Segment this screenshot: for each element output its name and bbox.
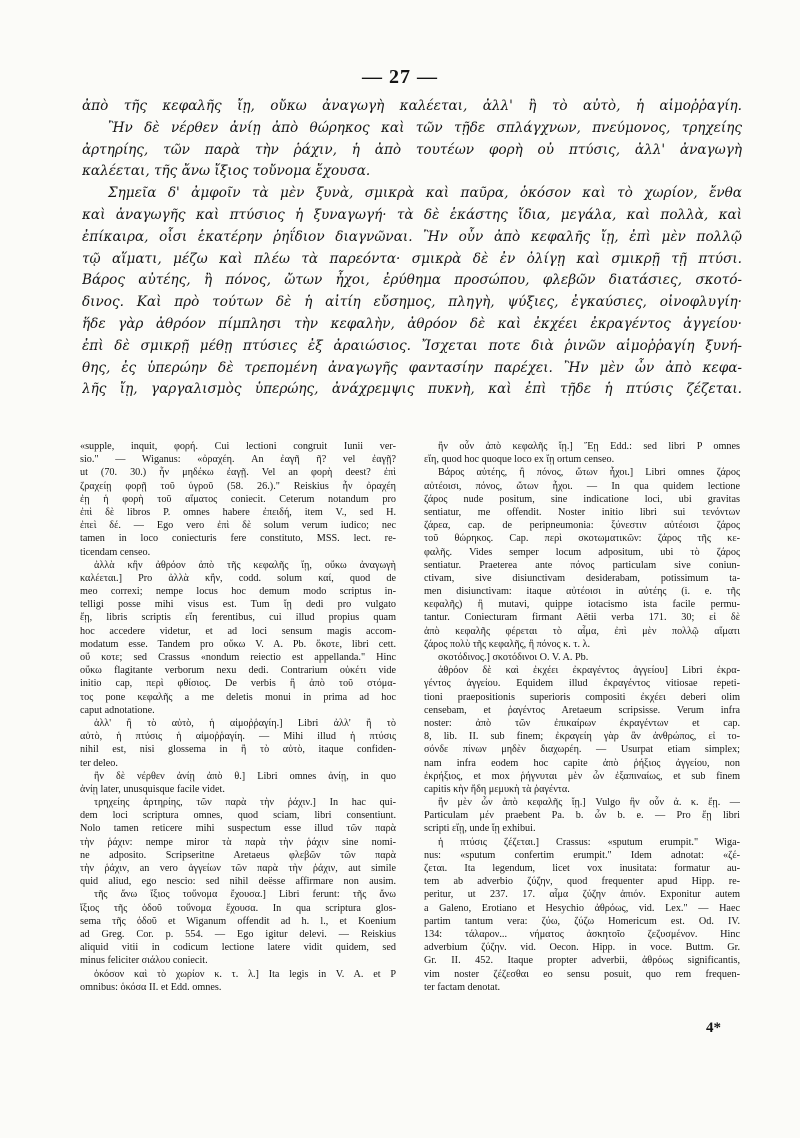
footnote-line: ἀνίῃ later, unusquisque facile videt. <box>80 783 225 795</box>
footnote-line: «supple, inquit, φορή. Cui lectioni congruit Iunii ver- <box>80 441 396 452</box>
footnote-line: ζάρος nude positum, sine indicatione loci, ubi gravitas <box>424 493 740 505</box>
footnote-line: ζάρος πολὺ τῆς κεφαλῆς, ἢ πόνος κ. τ. λ. <box>424 638 591 650</box>
main-text-line: ἀρτηρίης, τῶν παρὰ τὴν ῥάχιν, ἡ ἀπὸ τουτέων φορὴ οὐ πτύσις, ἀλλ' ἀναγωγὴ <box>82 141 742 158</box>
footnote-line: κεφαλῆς) ἢ mutavi, quippe iotacismo ista facile permu- <box>424 599 740 611</box>
footnotes-right-column <box>424 440 740 994</box>
footnote-line: σκοτόδινος.] σκοτόδινοι O. V. A. Pb. <box>438 652 589 663</box>
footnote-line: tioni praepositionis superioris compositi ἐκχέει deberi olim <box>424 691 740 703</box>
footnote-line: ζάρεα, cap. de peripneumonia: ξύνεστιν αὐτέοισι ζάρος <box>424 520 740 532</box>
footnote-line: ἐκρήξιος, et mox ῥήγνυται μὲν ὦν ἐξαπιναίως, et sub finem <box>424 770 740 782</box>
footnote-line: αὐτὸ, ἡ πτύσις ἡ αἱμοῤῥαγίη. — Mihi illud ἡ πτύσις <box>80 731 396 743</box>
main-text-line: λῆς ἴῃ, γαργαλισμὸς ὑπερώης, ἀνάχρεμψις πυκνὴ, καὶ ἐπὶ τῇδε ἡ πτύσις ζέζεται. <box>82 381 742 398</box>
footnote-line: ἀλλ' ἢ τὸ αὐτὸ, ἡ αἱμοῤῥαγίη.] Libri ἀλλ' ἢ τὸ <box>94 717 396 729</box>
footnote-line: tem ab adverbio ζύζην, quod frequenter apud Hipp. re- <box>424 876 740 888</box>
footnote-line: ἀθρόον δὲ καὶ ἐκχέει ἐκραγέντος ἀγγείου] Libri ἐκρα- <box>438 665 740 677</box>
footnote-line: 134: τάλαρον... νήματος ἀσκητοῖο ζεζυσμένον. Hinc <box>424 928 740 940</box>
footnote-line: adverbium ζύζην. vid. Oecon. Hipp. in voce. Buttm. Gr. <box>424 942 740 954</box>
footnote-line: ter factam denotat. <box>424 981 501 993</box>
footnote-line: omnibus: ὁκόσα II. et Edd. omnes. <box>80 981 222 993</box>
footnote-line: ἀλλὰ κἢν ἀθρόον ἀπὸ τῆς κεφαλῆς ἴῃ, οὔκω ἀναγωγὴ <box>94 559 396 571</box>
footnote-line: οὔκω flagitante verborum nexu dedi. Contrarium οὐκέτι vide <box>80 665 396 677</box>
footnote-line: ἀπὸ κεφαλῆς φέρεται τὸ αἷμα, ἐπὶ μὲν πολλῷ αἵματι <box>424 625 740 637</box>
main-text-line: Ἢν δὲ νέρθεν ἀνίῃ ἀπὸ θώρηκος καὶ τῶν τῇδε σπλάγχνων, πνεύμονος, τρηχείης <box>108 119 742 136</box>
footnotes-left-column <box>80 440 396 994</box>
footnote-line: a Galeno, Erotiano et Hesychio ἀθρόως, vid. Lex." — Haec <box>424 902 740 914</box>
footnote-line: τρηχείης ἀρτηρίης, τῶν παρὰ τὴν ῥάχιν.] In hac qui- <box>94 797 396 809</box>
main-text-line: θης, ἐς ὑπερώην δὲ τρεπομένη ἀναγωγῆς φαντασίην παρέχει. Ἢν μὲν ὦν ἀπὸ κεφα- <box>82 359 742 376</box>
footnote-line: ne adposito. Scripseritne Aretaeus φλεβῶν τῶν παρὰ <box>80 849 396 861</box>
main-text-line: ἐπὶ δὲ σμικρῇ μέθῃ πτύσιες ἐξ ἀραιώσιος. Ἴσχεται ποτε διὰ ῥινῶν αἱμοῤῥαγίη ξυνή- <box>82 337 742 354</box>
footnote-line: τος pone κεφαλῆς a me deletis monui in prima ad hoc <box>80 691 396 703</box>
footnote-line: tamen in loco coniecturis fere constituto, MSS. lect. re- <box>80 533 396 545</box>
footnote-line: εἴη, quod hoc quoque loco ex ἴῃ ortum censeo. <box>424 454 615 466</box>
footnote-line: οὔ κοτε; sed Crassus «nondum reiectio est appellanda." Hinc <box>80 652 396 663</box>
footnote-line: ἔῃ, libris scriptis εἴη ferentibus, cui illud propius quam <box>80 612 396 624</box>
footnote-line: ἢν δὲ νέρθεν ἀνίῃ ἀπὸ θ.] Libri omnes ἀνίῃ, in quo <box>94 770 396 782</box>
footnote-line: ἴξιος τῆς ὁδοῦ τοὔνομα ἔχουσα. In qua scriptura glos- <box>80 902 396 914</box>
footnote-line: ἢν μὲν ὦν ἀπὸ κεφαλῆς ἴῃ.] Vulgo ἢν οὖν ἀ. κ. ἔῃ. — <box>438 797 740 809</box>
main-text-line: ἐπίκαιρα, οἷσι ἑκατέρην ῥηΐδιον διαγνῶναι. Ἢν οὖν ἀπὸ κεφαλῆς ἴῃ, ἐπὶ μὲν πολλῷ <box>82 228 742 245</box>
main-greek-text <box>82 96 742 401</box>
footnote-line: ad Greg. Cor. p. 554. — Ego igitur delevi. — Reiskius <box>80 928 396 940</box>
page-number: — 27 — <box>362 66 438 88</box>
footnote-line: ζραχείῃ φορῇ τοῦ ὑγροῦ (58. 26.)." Reiskius ἦν ὀραχέη <box>80 480 396 492</box>
footnote-line: quid aliud, ego nescio: sed nihil deësse affirmare non ausim. <box>80 876 396 888</box>
footnote-line: ctivam, sive disiunctivam desiderabam, potissimum ta- <box>424 572 740 584</box>
footnote-line: ἐπὶ δὲ libros P. omnes habere ἐπειδή, item V., sed H. <box>80 506 396 518</box>
footnote-line: nus: «sputum confertim erumpit." Idem adnotat: «ζέ- <box>424 849 740 861</box>
footnote-line: 8, lib. II. sub finem; ἐκραγείη γὰρ ἂν ἀνθρώπος, εἰ το- <box>424 731 740 743</box>
printer-signature: 4* <box>706 1020 721 1036</box>
footnote-line: partim tantum vera: ζύω, ζύζω Homericum est. Od. IV. <box>424 915 740 927</box>
footnote-line: Particulam μέν praebent Pa. b. ὦν b. e. — Pro ἔῃ libri <box>424 810 740 822</box>
footnote-line: Gr. II. 452. Itaque propter adverbii, ἀθρόως significantis, <box>424 955 740 967</box>
footnote-line: ticendam censeo. <box>80 546 151 558</box>
footnote-line: capitis κὴν ἤδη μεμυκὴ τὰ ῥαγέντα. <box>424 783 570 795</box>
footnote-line: sema τῆς ὁδοῦ et Wiganum offendit ad h. l., et Koenium <box>80 915 396 927</box>
footnote-line: aliquid vitii in codicum lectione latere vidit quidem, sed <box>80 942 396 954</box>
main-text-line: καλέεται, τῆς ἄνω ἴξιος τοὔνομα ἔχουσα. <box>82 163 371 180</box>
footnote-line: telligi posse mihi visus est. Tum ἴῃ dedi pro vulgato <box>80 599 396 611</box>
footnote-line: τῆς ἄνω ἴξιος τοὔνομα ἔχουσα.] Libri ferunt: τῆς ἄνω <box>94 889 396 901</box>
main-text-line: δινος. Καὶ πρὸ τούτων δὲ ἡ αἰτίη εὔσημος, πληγὴ, ψύξιες, ἐγκαύσιες, οἰνοφλυγίη· <box>82 294 742 311</box>
footnote-line: ὁκόσον καὶ τὸ χωρίον κ. τ. λ.] Ita legis in V. A. et P <box>94 968 396 980</box>
footnote-line: ut (70. 30.) ἦν μηδέκω ἐαγῇ. Vel an φορὴ deest? ἐπὶ <box>80 467 396 479</box>
footnote-line: τὴν ῥάχιν, an vero ἀγγείων τῶν παρὰ τὴν ῥάχιν, aut simile <box>80 863 396 874</box>
footnote-line: nihil est, nisi glossema in ἢ τὸ αὐτὸ, itaque confiden- <box>80 744 396 756</box>
footnote-line: ἡ πτύσις ζέζεται.] Crassus: «sputum erumpit." Wiga- <box>438 836 740 848</box>
footnote-line: vim noster ζέζεσθαι eo sensu posuit, quo rem frequen- <box>424 968 740 980</box>
footnote-line: τοῦ θώρηκος. Cap. περὶ σκοτωματικῶν: ζάρος τῆς κε- <box>424 533 740 545</box>
footnote-line: Βάρος αὐτέης, ἢ πόνος, ὤτων ἦχοι.] Libri omnes ζάρος <box>438 467 740 479</box>
footnote-line: ἐπεὶ δέ. — Ego vero ἐπὶ δὲ solum verum iudico; nec <box>80 520 396 532</box>
footnote-line: hoc accedere videtur, et ad loci sensum magis accom- <box>80 625 396 637</box>
footnote-line: minus feliciter σιάλου coniecit. <box>80 955 208 967</box>
main-text-line: Βάρος αὐτέης, ἢ πόνος, ὤτων ἦχοι, ἐρύθημα προσώπου, φλεβῶν διατάσιες, σκοτό- <box>82 272 742 289</box>
footnote-line: σόνδε πίνων μηδὲν διαχωρέη. — Usurpat etiam simplex; <box>424 744 740 756</box>
main-text-line: τῷ αἵματι, μέζω καὶ πλέω τὰ παρεόντα· σμικρὰ δὲ ἐν ὀλίγῃ καὶ σμικρῇ τῇ πτύσι. <box>82 250 742 267</box>
footnote-line: scripti εἴῃ, unde ἴῃ exhibui. <box>424 823 536 835</box>
footnote-line: sentiatur. Praeterea ante πόνος particulam sive coniun- <box>424 559 740 571</box>
footnote-line: φαλῆς. Vides semper locum adpositum, ubi τὸ ζάρος <box>424 546 740 558</box>
footnote-line: ζεται. Ita legendum, licet vox inusitata: formatur au- <box>424 863 740 874</box>
footnote-line: γέντος ἀγγείου. Equidem illud ἐκραγέντος vitiosae repeti- <box>424 678 740 690</box>
footnote-line: ter deleo. <box>80 757 118 769</box>
footnote-line: peritur, ut 237. 17. αἷμα ζύζην ἀπιόν. Exponitur autem <box>424 889 740 901</box>
footnote-line: nam infra eodem hoc capite ἀπὸ ῥήξιος ἀγγείου, non <box>424 757 740 769</box>
footnote-line: καλέεται.] Pro ἀλλὰ κἢν, codd. solum καί, quod de <box>80 572 396 584</box>
main-text-line: ἥδε γὰρ ἀθρόον πίμπλησι τὴν κεφαλὴν, ἀθρόον δὲ καὶ ἐκχέει ἐκραγέντος ἀγγείου· <box>82 315 742 332</box>
footnote-line: τὴν ῥάχιν: nempe miror τὰ παρὰ τὴν ῥάχιν sine nomi- <box>80 836 396 848</box>
footnote-line: noster: ἀπὸ τῶν ἐπικαίρων ἐκραγέντων et cap. <box>424 717 740 729</box>
footnote-line: censebam, et ῥαγέντος Aretaeum scripsisse. Verum infra <box>424 704 740 716</box>
footnote-line: ἐῃ ἡ φορὴ τοῦ αἵματος coniecit. Ceterum notandum pro <box>80 493 396 505</box>
footnote-line: sentiatur, me offendit. Noster initio libri sui τενόντων <box>424 506 740 518</box>
main-text-line: ἀπὸ τῆς κεφαλῆς ἴῃ, οὔκω ἀναγωγὴ καλέεται, ἀλλ' ἢ τὸ αὐτὸ, ἡ αἱμοῤῥαγίη. <box>82 98 742 114</box>
footnote-line: tantur. Coniecturam firmant Aëtii verba 171. 30; εἰ δὲ <box>424 612 740 624</box>
footnote-line: dem loci scriptura omnes, quod sciam, libri consentiunt. <box>80 810 396 822</box>
footnote-line: Nolo tamen reticere mihi suspectum esse illud τῶν παρὰ <box>80 823 396 835</box>
footnote-line: caput adnotatione. <box>80 704 155 716</box>
main-text-line: καὶ ἀναγωγῆς καὶ πτύσιος ἡ ξυναγωγή· τὰ δὲ ἑκάστης ἴδια, μεγάλα, καὶ πολλὰ, καὶ <box>82 206 742 223</box>
footnote-line: modatum esse. Tandem pro οὔκω V. A. Pb. ὅκοτε, libri cett. <box>80 638 396 650</box>
footnote-line: sio." — Wiganus: «ὀραχέη. An ἐαγῆ ῆ? vel ἐαγῇ? <box>80 454 396 466</box>
footnote-line: men disiunctivam: itaque αὐτέοισι in αὐτέης (i. e. τῆς <box>424 586 740 598</box>
footnote-line: initio cap, περὶ φθίσιος. De verbis ἢ ἀπὸ τοῦ στόμα- <box>80 678 396 690</box>
main-text-line: Σημεῖα δ' ἀμφοῖν τὰ μὲν ξυνὰ, σμικρὰ καὶ παῦρα, ὁκόσον καὶ τὸ χωρίον, ἔνθα <box>108 185 742 202</box>
footnote-line: meo correxi; nempe locus hoc demum modo scriptus in- <box>80 586 396 598</box>
footnote-line: αὐτέοισι, πόνος, ὤτων ἦχοι. — In qua quidem lectione <box>424 480 740 492</box>
footnote-line: ἢν οὖν ἀπὸ κεφαλῆς ἴῃ.] Ἔῃ Edd.: sed libri P omnes <box>438 441 740 452</box>
